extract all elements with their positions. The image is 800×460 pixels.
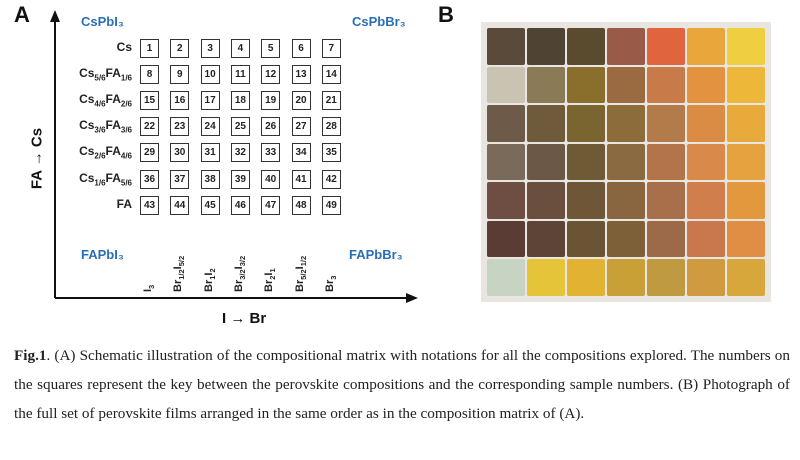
film-swatch bbox=[727, 105, 765, 142]
matrix-cell: 16 bbox=[170, 91, 189, 110]
matrix-cell: 10 bbox=[201, 65, 220, 84]
row-label: $Cs_{3/6}FA_{3/6}$ bbox=[79, 118, 132, 135]
caption-text: . (A) Schematic illustration of the compositional matrix with notations for all the compositions explored. The numbers on the squares represent the key between the perovskite compositions and the corresponding sample numbers. (B) Photograph of the full set of perovskite films arranged in the same order as in the composition matrix of (A). bbox=[14, 347, 790, 422]
matrix-cell: 24 bbox=[201, 117, 220, 136]
matrix-cell: 32 bbox=[231, 143, 250, 162]
matrix-cell: 17 bbox=[201, 91, 220, 110]
film-swatch bbox=[687, 67, 725, 104]
film-swatch bbox=[687, 182, 725, 219]
matrix-cell: 22 bbox=[140, 117, 159, 136]
film-swatch bbox=[487, 221, 525, 258]
film-swatch bbox=[527, 259, 565, 296]
matrix-cell: 5 bbox=[261, 39, 280, 58]
matrix-cell: 44 bbox=[170, 196, 189, 215]
matrix-cell: 26 bbox=[261, 117, 280, 136]
film-swatch bbox=[487, 182, 525, 219]
film-swatch bbox=[487, 259, 525, 296]
film-swatch bbox=[727, 144, 765, 181]
matrix-cell: 39 bbox=[231, 170, 250, 189]
matrix-cell: 34 bbox=[292, 143, 311, 162]
panel-a-letter: A bbox=[14, 2, 30, 27]
matrix-cell: 47 bbox=[261, 196, 280, 215]
film-swatch bbox=[527, 28, 565, 65]
caption-label: Fig.1 bbox=[14, 347, 47, 364]
film-swatch bbox=[567, 182, 605, 219]
film-swatch bbox=[567, 221, 605, 258]
matrix-cell: 2 bbox=[170, 39, 189, 58]
film-swatch bbox=[607, 28, 645, 65]
matrix-cell: 11 bbox=[231, 65, 250, 84]
column-label: $Br_2I_1$ bbox=[263, 268, 278, 292]
corner-top-right: CsPbBr₃ bbox=[352, 14, 406, 29]
film-swatch bbox=[567, 259, 605, 296]
film-swatch bbox=[727, 182, 765, 219]
film-swatch bbox=[647, 259, 685, 296]
matrix-cell: 46 bbox=[231, 196, 250, 215]
film-swatch bbox=[487, 144, 525, 181]
film-swatch bbox=[607, 144, 645, 181]
matrix-cell: 7 bbox=[322, 39, 341, 58]
matrix-cell: 15 bbox=[140, 91, 159, 110]
y-axis-title: FA → Cs bbox=[28, 127, 46, 190]
matrix-cell: 19 bbox=[261, 91, 280, 110]
film-swatch bbox=[607, 67, 645, 104]
matrix-cell: 31 bbox=[201, 143, 220, 162]
matrix-cell: 36 bbox=[140, 170, 159, 189]
matrix-cell: 40 bbox=[261, 170, 280, 189]
row-label: $Cs_{2/6}FA_{4/6}$ bbox=[79, 144, 132, 161]
film-swatch bbox=[607, 259, 645, 296]
matrix-cell: 23 bbox=[170, 117, 189, 136]
film-swatch bbox=[567, 28, 605, 65]
film-swatch bbox=[647, 221, 685, 258]
figure-caption bbox=[14, 341, 790, 428]
column-label: $Br_3$ bbox=[323, 275, 338, 292]
matrix-cell: 41 bbox=[292, 170, 311, 189]
matrix-cell: 38 bbox=[201, 170, 220, 189]
film-swatch bbox=[647, 28, 685, 65]
matrix-cell: 43 bbox=[140, 196, 159, 215]
matrix-cell: 9 bbox=[170, 65, 189, 84]
matrix-cell: 20 bbox=[292, 91, 311, 110]
corner-bottom-right: FAPbBr₃ bbox=[349, 247, 403, 262]
x-axis-title: I → Br bbox=[222, 310, 267, 327]
matrix-cell: 18 bbox=[231, 91, 250, 110]
film-swatch bbox=[647, 105, 685, 142]
film-swatch bbox=[607, 105, 645, 142]
row-label: Cs bbox=[116, 40, 132, 54]
film-swatch bbox=[687, 105, 725, 142]
corner-bottom-left: FAPbI₃ bbox=[81, 247, 124, 262]
film-swatch bbox=[567, 144, 605, 181]
matrix-cell: 49 bbox=[322, 196, 341, 215]
film-swatch bbox=[527, 182, 565, 219]
matrix-cell: 48 bbox=[292, 196, 311, 215]
matrix-cell: 14 bbox=[322, 65, 341, 84]
film-swatch bbox=[687, 221, 725, 258]
films-photograph bbox=[481, 22, 771, 302]
film-swatch bbox=[727, 67, 765, 104]
matrix-cell: 21 bbox=[322, 91, 341, 110]
matrix-cell: 28 bbox=[322, 117, 341, 136]
matrix-cell: 35 bbox=[322, 143, 341, 162]
film-swatch bbox=[647, 144, 685, 181]
matrix-cell: 37 bbox=[170, 170, 189, 189]
film-swatch bbox=[487, 28, 525, 65]
film-swatch bbox=[727, 259, 765, 296]
matrix-cell: 30 bbox=[170, 143, 189, 162]
matrix-cell: 45 bbox=[201, 196, 220, 215]
column-label: $Br_1I_2$ bbox=[202, 268, 217, 292]
matrix-cell: 42 bbox=[322, 170, 341, 189]
column-label: $Br_{5/2}I_{1/2}$ bbox=[293, 255, 308, 292]
matrix-cell: 8 bbox=[140, 65, 159, 84]
row-label: $Cs_{5/6}FA_{1/6}$ bbox=[79, 66, 132, 83]
film-swatch bbox=[527, 144, 565, 181]
column-label: $I_3$ bbox=[142, 284, 157, 292]
panel-b-letter: B bbox=[438, 2, 454, 27]
matrix-cell: 3 bbox=[201, 39, 220, 58]
film-swatch bbox=[727, 221, 765, 258]
matrix-cell: 25 bbox=[231, 117, 250, 136]
film-swatch bbox=[567, 67, 605, 104]
column-label: $Br_{1/2}I_{5/2}$ bbox=[172, 255, 187, 292]
matrix-cell: 6 bbox=[292, 39, 311, 58]
matrix-cell: 29 bbox=[140, 143, 159, 162]
film-swatch bbox=[487, 67, 525, 104]
matrix-cell: 13 bbox=[292, 65, 311, 84]
row-label: $Cs_{1/6}FA_{5/6}$ bbox=[79, 170, 132, 187]
film-swatch bbox=[687, 259, 725, 296]
film-swatch bbox=[487, 105, 525, 142]
film-swatch bbox=[647, 182, 685, 219]
matrix-cell: 27 bbox=[292, 117, 311, 136]
film-swatch bbox=[527, 105, 565, 142]
film-swatch bbox=[567, 105, 605, 142]
film-swatch bbox=[687, 28, 725, 65]
film-swatch bbox=[647, 67, 685, 104]
matrix-cell: 4 bbox=[231, 39, 250, 58]
film-swatch bbox=[607, 182, 645, 219]
corner-top-left: CsPbI₃ bbox=[81, 14, 124, 29]
column-label: $Br_{3/2}I_{3/2}$ bbox=[232, 255, 248, 292]
film-swatch bbox=[687, 144, 725, 181]
row-label: FA bbox=[116, 196, 132, 211]
matrix-cell: 1 bbox=[140, 39, 159, 58]
film-swatch bbox=[527, 221, 565, 258]
matrix-cell: 33 bbox=[261, 143, 280, 162]
film-swatch bbox=[607, 221, 645, 258]
film-swatch bbox=[727, 28, 765, 65]
matrix-cell: 12 bbox=[261, 65, 280, 84]
row-label: $Cs_{4/6}FA_{2/6}$ bbox=[79, 92, 132, 109]
film-swatch bbox=[527, 67, 565, 104]
